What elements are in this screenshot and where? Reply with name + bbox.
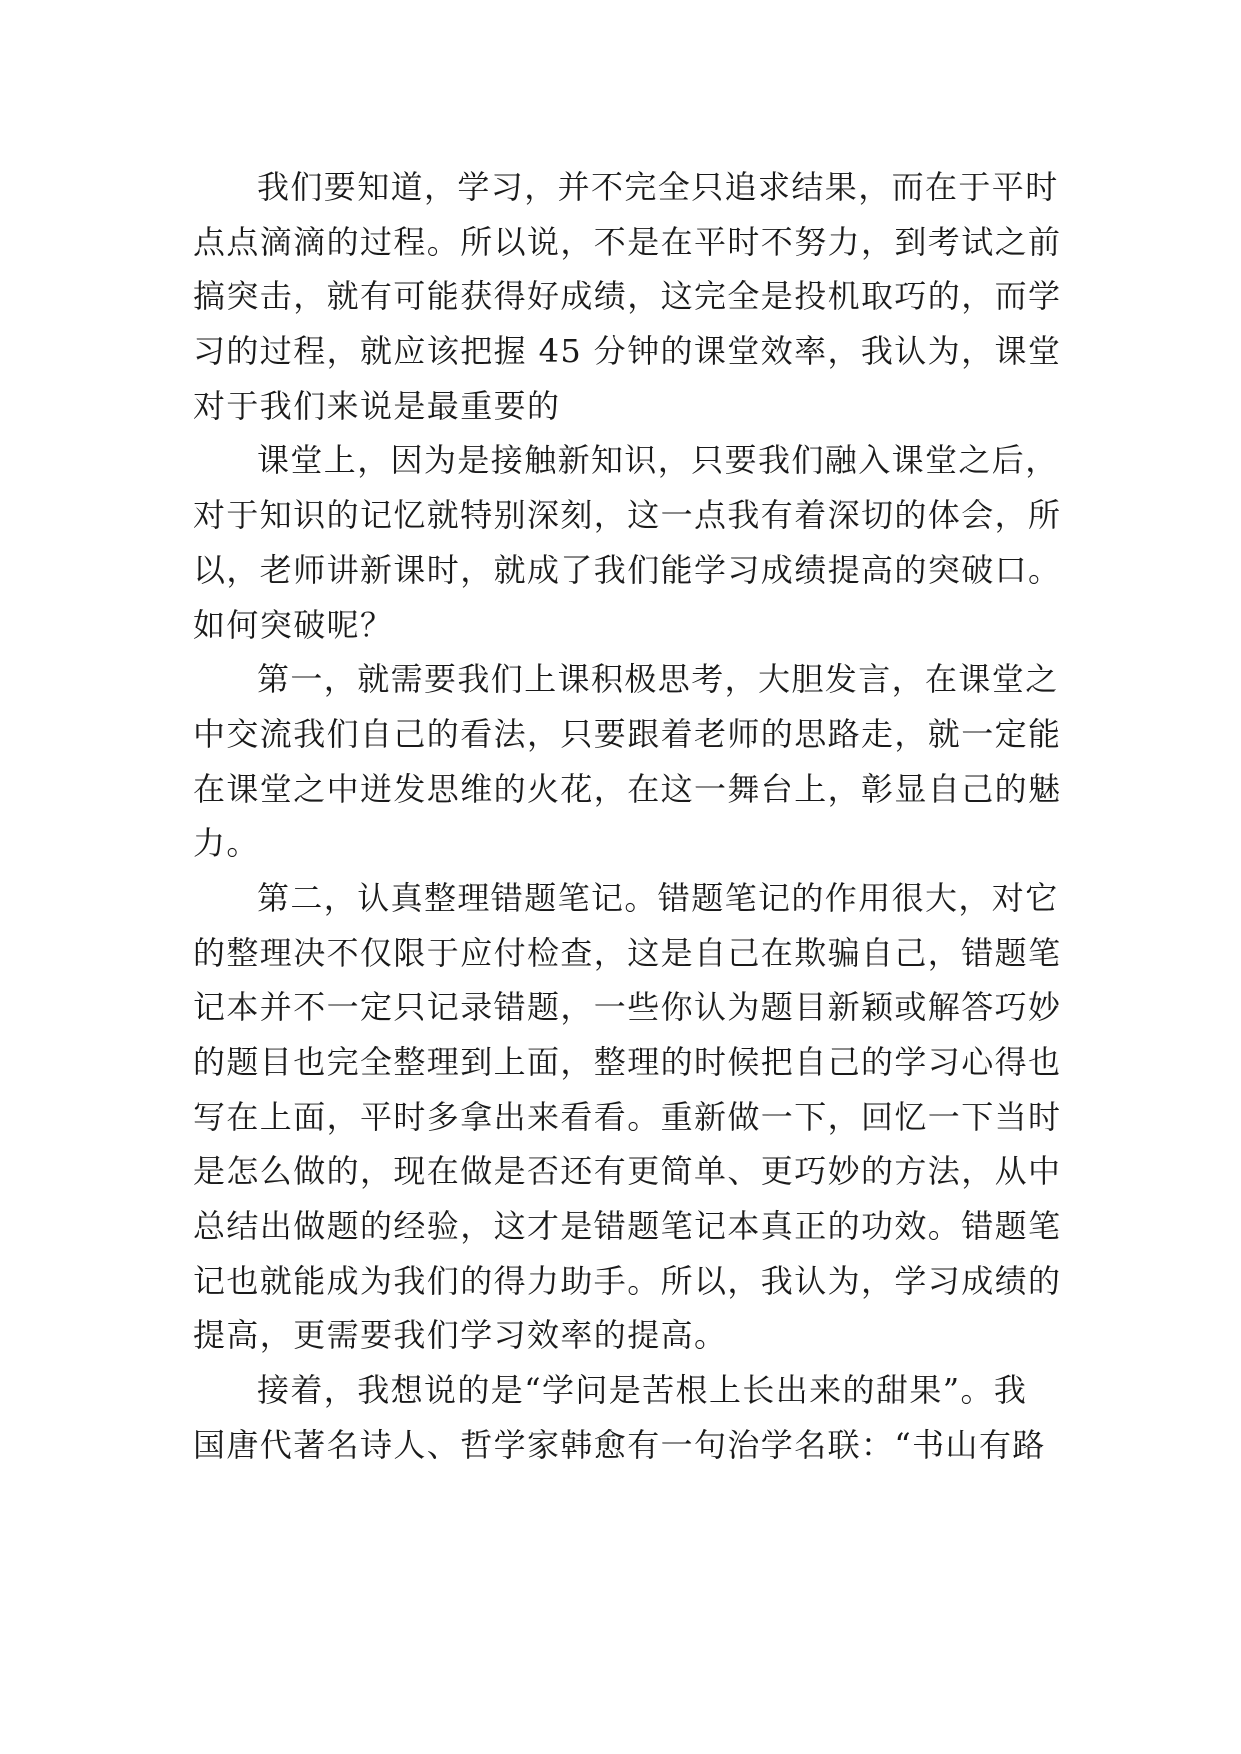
- text-line: 力。: [193, 824, 260, 863]
- text-line: 提高，更需要我们学习效率的提高。: [193, 1316, 728, 1355]
- text-line: 总结出做题的经验，这才是错题笔记本真正的功效。错题笔: [193, 1207, 1062, 1246]
- text-line: 习的过程，就应该把握 45 分钟的课堂效率，我认为，课堂: [193, 332, 1062, 371]
- text-line: 写在上面，平时多拿出来看看。重新做一下，回忆一下当时: [193, 1097, 1062, 1136]
- text-line: 的整理决不仅限于应付检查，这是自己在欺骗自己，错题笔: [193, 933, 1062, 972]
- text-line: 国唐代著名诗人、哲学家韩愈有一句治学名联：“书山有路: [193, 1425, 1046, 1464]
- text-line: 对于我们来说是最重要的: [193, 386, 561, 425]
- text-line: 第二，认真整理错题笔记。错题笔记的作用很大，对它: [257, 878, 1059, 917]
- text-line: 第一，就需要我们上课积极思考，大胆发言，在课堂之: [257, 660, 1059, 699]
- text-line: 是怎么做的，现在做是否还有更简单、更巧妙的方法，从中: [193, 1152, 1062, 1191]
- text-line: 中交流我们自己的看法，只要跟着老师的思路走，就一定能: [193, 714, 1062, 753]
- text-line: 接着，我想说的是“学问是苦根上长出来的甜果”。我: [257, 1371, 1028, 1410]
- text-line: 如何突破呢？: [193, 605, 394, 644]
- text-line: 我们要知道，学习，并不完全只追求结果，而在于平时: [257, 168, 1059, 206]
- text-line: 的题目也完全整理到上面，整理的时候把自己的学习心得也: [193, 1043, 1062, 1081]
- text-line: 记也就能成为我们的得力助手。所以，我认为，学习成绩的: [193, 1261, 1062, 1300]
- text-line: 点点滴滴的过程。所以说，不是在平时不努力，到考试之前: [193, 222, 1062, 261]
- text-line: 在课堂之中迸发思维的火花，在这一舞台上，彰显自己的魅: [193, 769, 1062, 808]
- text-line: 对于知识的记忆就特别深刻，这一点我有着深切的体会，所: [193, 496, 1062, 535]
- document-body: [193, 160, 1062, 1473]
- text-line: 以，老师讲新课时，就成了我们能学习成绩提高的突破口。: [193, 550, 1062, 589]
- text-line: 记本并不一定只记录错题，一些你认为题目新颖或解答巧妙: [193, 988, 1062, 1027]
- text-line: 搞突击，就有可能获得好成绩，这完全是投机取巧的，而学: [193, 277, 1062, 316]
- text-line: 课堂上，因为是接触新知识，只要我们融入课堂之后，: [257, 441, 1059, 480]
